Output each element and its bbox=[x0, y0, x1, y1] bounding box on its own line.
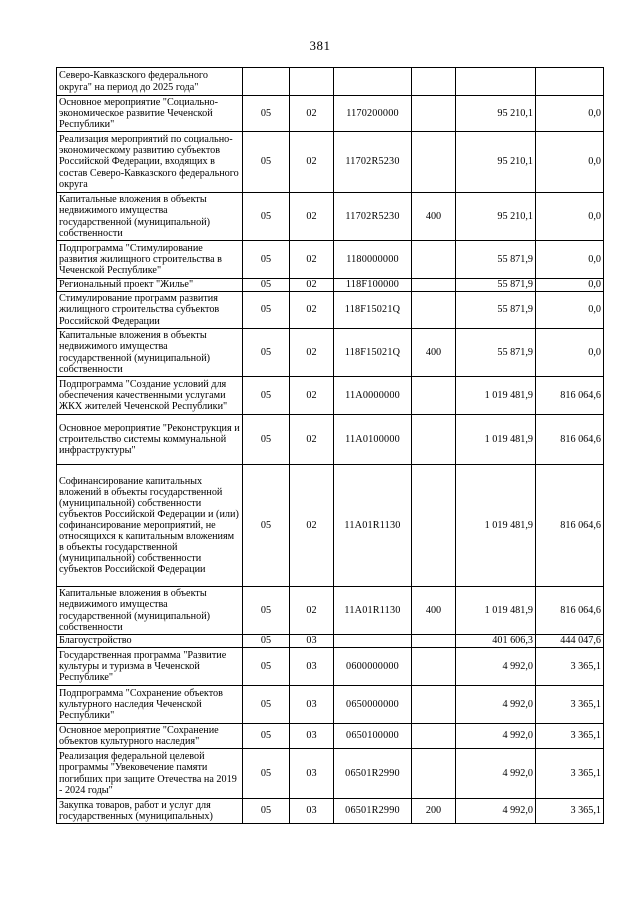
row-target-article bbox=[334, 68, 412, 96]
row-section: 05 bbox=[243, 96, 290, 132]
row-target-article bbox=[334, 635, 412, 648]
row-section: 05 bbox=[243, 465, 290, 587]
row-name: Основное мероприятие "Сохранение объектов культурного наследия" bbox=[57, 724, 243, 749]
table-body bbox=[57, 68, 604, 824]
row-subsection: 03 bbox=[290, 686, 334, 724]
row-expense-type: 400 bbox=[412, 587, 456, 635]
row-amount-year2: 3 365,1 bbox=[536, 648, 604, 686]
row-expense-type: 200 bbox=[412, 799, 456, 824]
row-amount-year1: 4 992,0 bbox=[456, 799, 536, 824]
row-section: 05 bbox=[243, 329, 290, 377]
row-amount-year2: 0,0 bbox=[536, 96, 604, 132]
table-row bbox=[57, 724, 604, 749]
row-expense-type bbox=[412, 635, 456, 648]
row-amount-year1 bbox=[456, 68, 536, 96]
row-amount-year2: 0,0 bbox=[536, 292, 604, 329]
row-target-article: 11702R5230 bbox=[334, 132, 412, 193]
row-section: 05 bbox=[243, 377, 290, 415]
row-section: 05 bbox=[243, 635, 290, 648]
row-name: Капитальные вложения в объекты недвижимого имущества государственной (муниципальной) собственности bbox=[57, 193, 243, 241]
row-target-article: 118F100000 bbox=[334, 279, 412, 292]
row-amount-year2: 816 064,6 bbox=[536, 415, 604, 465]
row-expense-type bbox=[412, 648, 456, 686]
row-amount-year1: 55 871,9 bbox=[456, 329, 536, 377]
row-target-article: 0600000000 bbox=[334, 648, 412, 686]
table-row bbox=[57, 193, 604, 241]
row-amount-year2: 3 365,1 bbox=[536, 686, 604, 724]
row-subsection: 02 bbox=[290, 587, 334, 635]
row-subsection: 03 bbox=[290, 635, 334, 648]
row-expense-type bbox=[412, 686, 456, 724]
row-amount-year1: 95 210,1 bbox=[456, 96, 536, 132]
table-row bbox=[57, 241, 604, 279]
row-amount-year1: 1 019 481,9 bbox=[456, 587, 536, 635]
table-row bbox=[57, 465, 604, 587]
row-name: Стимулирование программ развития жилищного строительства субъектов Российской Федерации bbox=[57, 292, 243, 329]
row-amount-year2: 0,0 bbox=[536, 193, 604, 241]
row-name: Закупка товаров, работ и услуг для государственных (муниципальных) bbox=[57, 799, 243, 824]
table-row bbox=[57, 96, 604, 132]
row-target-article: 11А01R1130 bbox=[334, 465, 412, 587]
row-name: Подпрограмма "Сохранение объектов культурного наследия Чеченской Республики" bbox=[57, 686, 243, 724]
row-target-article: 06501R2990 bbox=[334, 749, 412, 799]
row-name: Софинансирование капитальных вложений в объекты государственной (муниципальной) собственности субъектов Российской Федерации и (или) софинансирование мероприятий, не относящихся к капитальным вложениям в объекты государственной (муниципальной) собственности субъектов Российской Федерации bbox=[57, 465, 243, 587]
row-section: 05 bbox=[243, 749, 290, 799]
row-amount-year1: 55 871,9 bbox=[456, 279, 536, 292]
row-section: 05 bbox=[243, 724, 290, 749]
row-expense-type bbox=[412, 292, 456, 329]
row-amount-year2: 816 064,6 bbox=[536, 465, 604, 587]
row-subsection: 02 bbox=[290, 132, 334, 193]
table-row bbox=[57, 749, 604, 799]
row-target-article: 1170200000 bbox=[334, 96, 412, 132]
row-section: 05 bbox=[243, 415, 290, 465]
row-name: Капитальные вложения в объекты недвижимого имущества государственной (муниципальной) собственности bbox=[57, 329, 243, 377]
table-row bbox=[57, 68, 604, 96]
table-row bbox=[57, 292, 604, 329]
table-row bbox=[57, 686, 604, 724]
row-expense-type bbox=[412, 279, 456, 292]
row-subsection: 03 bbox=[290, 799, 334, 824]
row-name: Капитальные вложения в объекты недвижимого имущества государственной (муниципальной) собственности bbox=[57, 587, 243, 635]
row-subsection: 02 bbox=[290, 465, 334, 587]
row-expense-type bbox=[412, 132, 456, 193]
page-number: 381 bbox=[309, 38, 331, 53]
row-expense-type bbox=[412, 415, 456, 465]
row-name: Региональный проект "Жилье" bbox=[57, 279, 243, 292]
table-row bbox=[57, 648, 604, 686]
row-amount-year2: 0,0 bbox=[536, 241, 604, 279]
row-name: Северо-Кавказского федерального округа" на период до 2025 года" bbox=[57, 68, 243, 96]
row-amount-year1: 95 210,1 bbox=[456, 132, 536, 193]
row-target-article: 06501R2990 bbox=[334, 799, 412, 824]
row-target-article: 0650000000 bbox=[334, 686, 412, 724]
table-row bbox=[57, 132, 604, 193]
row-subsection: 02 bbox=[290, 377, 334, 415]
row-subsection: 02 bbox=[290, 241, 334, 279]
row-amount-year1: 1 019 481,9 bbox=[456, 377, 536, 415]
row-subsection: 02 bbox=[290, 96, 334, 132]
row-amount-year2: 816 064,6 bbox=[536, 377, 604, 415]
row-amount-year2: 816 064,6 bbox=[536, 587, 604, 635]
row-expense-type bbox=[412, 465, 456, 587]
row-amount-year2 bbox=[536, 68, 604, 96]
row-subsection: 03 bbox=[290, 749, 334, 799]
row-target-article: 0650100000 bbox=[334, 724, 412, 749]
table-row bbox=[57, 377, 604, 415]
row-target-article: 118F15021Q bbox=[334, 292, 412, 329]
row-subsection: 02 bbox=[290, 329, 334, 377]
row-amount-year2: 0,0 bbox=[536, 279, 604, 292]
row-expense-type bbox=[412, 377, 456, 415]
row-expense-type bbox=[412, 749, 456, 799]
row-amount-year1: 1 019 481,9 bbox=[456, 415, 536, 465]
row-section bbox=[243, 68, 290, 96]
row-subsection: 02 bbox=[290, 193, 334, 241]
row-target-article: 118F15021Q bbox=[334, 329, 412, 377]
row-expense-type: 400 bbox=[412, 193, 456, 241]
row-subsection: 02 bbox=[290, 292, 334, 329]
row-amount-year2: 0,0 bbox=[536, 329, 604, 377]
row-expense-type bbox=[412, 68, 456, 96]
row-expense-type bbox=[412, 241, 456, 279]
row-amount-year1: 1 019 481,9 bbox=[456, 465, 536, 587]
row-name: Государственная программа "Развитие культуры и туризма в Чеченской Республике" bbox=[57, 648, 243, 686]
row-name: Реализация мероприятий по социально-экономическому развитию субъектов Российской Федерации, входящих в состав Северо-Кавказского федерального округа bbox=[57, 132, 243, 193]
row-target-article: 11А01R1130 bbox=[334, 587, 412, 635]
row-amount-year2: 3 365,1 bbox=[536, 799, 604, 824]
row-amount-year1: 95 210,1 bbox=[456, 193, 536, 241]
row-amount-year1: 4 992,0 bbox=[456, 686, 536, 724]
row-section: 05 bbox=[243, 241, 290, 279]
row-amount-year2: 0,0 bbox=[536, 132, 604, 193]
row-target-article: 11А0100000 bbox=[334, 415, 412, 465]
row-subsection: 03 bbox=[290, 724, 334, 749]
row-section: 05 bbox=[243, 132, 290, 193]
table-row bbox=[57, 587, 604, 635]
row-expense-type bbox=[412, 96, 456, 132]
table-row bbox=[57, 415, 604, 465]
table-row bbox=[57, 799, 604, 824]
row-section: 05 bbox=[243, 799, 290, 824]
row-amount-year1: 55 871,9 bbox=[456, 292, 536, 329]
row-section: 05 bbox=[243, 279, 290, 292]
row-amount-year1: 55 871,9 bbox=[456, 241, 536, 279]
row-subsection bbox=[290, 68, 334, 96]
budget-table bbox=[56, 67, 604, 824]
row-name: Благоустройство bbox=[57, 635, 243, 648]
row-section: 05 bbox=[243, 587, 290, 635]
table-row bbox=[57, 635, 604, 648]
row-subsection: 02 bbox=[290, 279, 334, 292]
row-expense-type: 400 bbox=[412, 329, 456, 377]
row-target-article: 11702R5230 bbox=[334, 193, 412, 241]
row-subsection: 02 bbox=[290, 415, 334, 465]
table-row bbox=[57, 329, 604, 377]
row-amount-year2: 444 047,6 bbox=[536, 635, 604, 648]
row-section: 05 bbox=[243, 648, 290, 686]
row-amount-year1: 4 992,0 bbox=[456, 648, 536, 686]
row-target-article: 11А0000000 bbox=[334, 377, 412, 415]
row-name: Подпрограмма "Создание условий для обеспечения качественными услугами ЖКХ жителей Чеченской Республики" bbox=[57, 377, 243, 415]
row-amount-year2: 3 365,1 bbox=[536, 724, 604, 749]
row-section: 05 bbox=[243, 292, 290, 329]
row-amount-year1: 4 992,0 bbox=[456, 724, 536, 749]
row-amount-year1: 4 992,0 bbox=[456, 749, 536, 799]
row-name: Основное мероприятие "Реконструкция и строительство системы коммунальной инфраструктуры" bbox=[57, 415, 243, 465]
row-amount-year2: 3 365,1 bbox=[536, 749, 604, 799]
row-expense-type bbox=[412, 724, 456, 749]
table-row bbox=[57, 279, 604, 292]
row-name: Основное мероприятие "Социально-экономическое развитие Чеченской Республики" bbox=[57, 96, 243, 132]
row-section: 05 bbox=[243, 686, 290, 724]
row-subsection: 03 bbox=[290, 648, 334, 686]
row-section: 05 bbox=[243, 193, 290, 241]
row-name: Подпрограмма "Стимулирование развития жилищного строительства в Чеченской Республике" bbox=[57, 241, 243, 279]
row-name: Реализация федеральной целевой программы "Увековечение памяти погибших при защите Отечества на 2019 - 2024 годы" bbox=[57, 749, 243, 799]
row-amount-year1: 401 606,3 bbox=[456, 635, 536, 648]
row-target-article: 1180000000 bbox=[334, 241, 412, 279]
